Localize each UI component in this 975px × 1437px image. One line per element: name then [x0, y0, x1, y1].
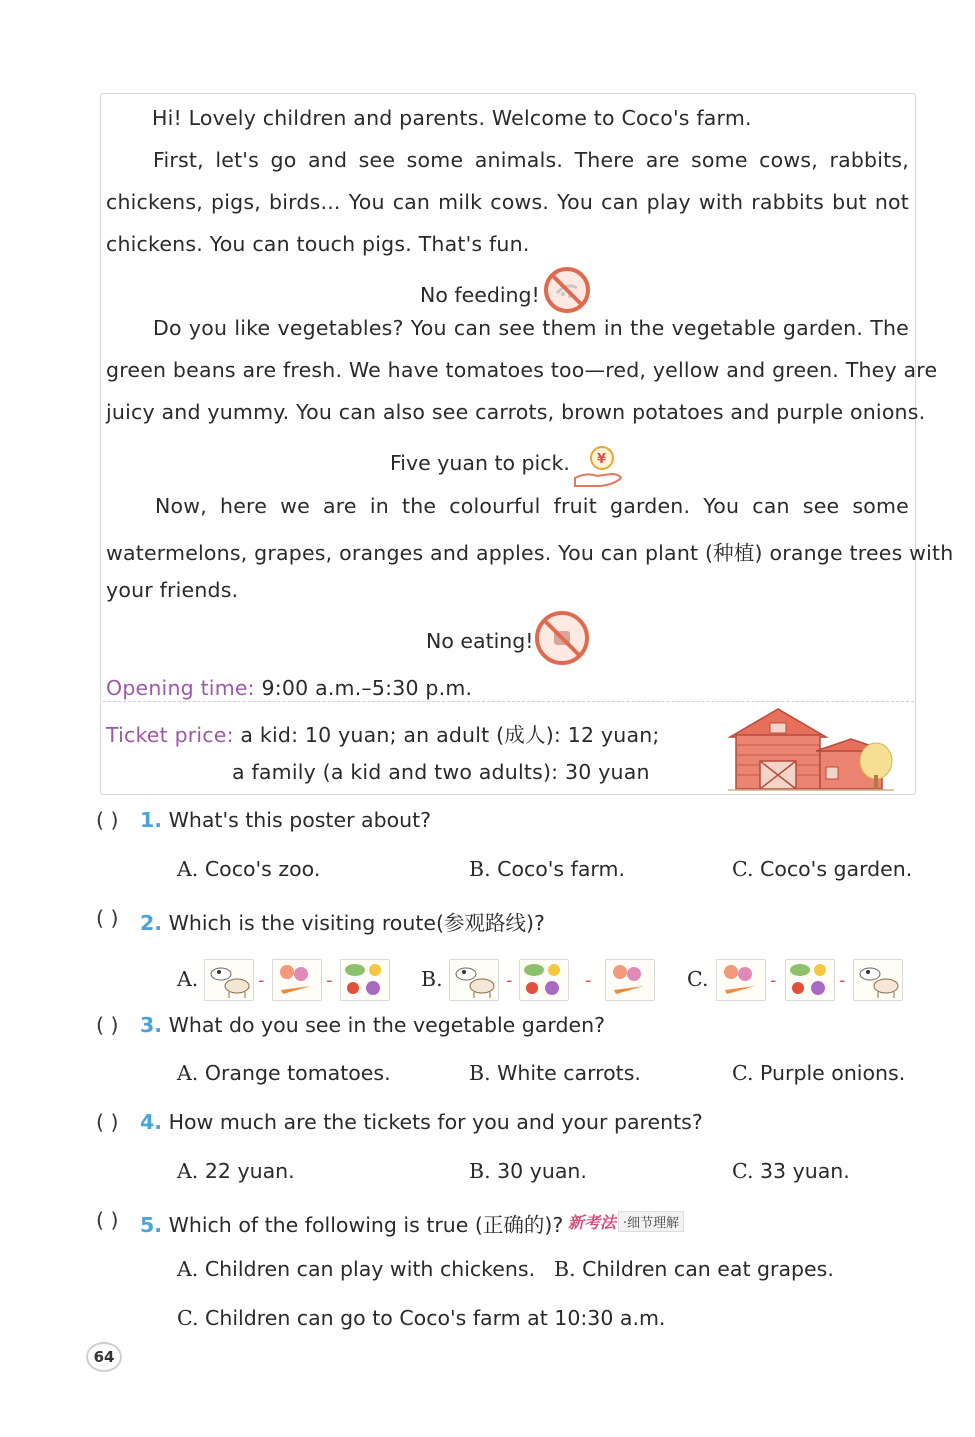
option-letter: B.: [554, 1257, 576, 1281]
svg-text:¥: ¥: [597, 452, 607, 467]
question-number: 1.: [140, 808, 163, 832]
question-text: Which of the following is true (正确的)?: [162, 1213, 564, 1237]
vegetables-image: [716, 959, 766, 1001]
option-letter: C.: [732, 1061, 754, 1085]
answer-blank[interactable]: ( ): [96, 1208, 119, 1232]
coin-hand-icon: [571, 444, 625, 490]
option-text: White carrots.: [497, 1061, 641, 1085]
option-a[interactable]: [177, 1061, 391, 1085]
badge-highlight: 新考法: [568, 1212, 617, 1232]
option-letter: C.: [687, 967, 709, 991]
poster-text: juicy and yummy. You can also see carrots, brown potatoes and purple onions.: [106, 400, 926, 424]
route-option-a[interactable]: [177, 967, 198, 991]
sign-no-eating: No eating!: [426, 629, 534, 653]
option-letter: A.: [177, 1257, 199, 1281]
option-b[interactable]: [469, 1159, 587, 1183]
option-text: 30 yuan.: [497, 1159, 587, 1183]
page-number: 64: [86, 1342, 122, 1372]
question-3: [140, 1013, 605, 1037]
question-1: [140, 808, 431, 832]
option-letter: C.: [732, 1159, 754, 1183]
route-separator: -: [839, 970, 846, 991]
option-letter: A.: [177, 857, 199, 881]
question-text: What's this poster about?: [162, 808, 432, 832]
vegetables-image: [605, 959, 655, 1001]
option-c[interactable]: [177, 1306, 665, 1330]
option-a[interactable]: [177, 1159, 295, 1183]
animals-image: [449, 959, 499, 1001]
question-text: Which is the visiting route(参观路线)?: [162, 911, 545, 935]
option-letter: C.: [177, 1306, 199, 1330]
option-letter: B.: [469, 1061, 491, 1085]
answer-blank[interactable]: ( ): [96, 906, 119, 930]
option-text: Children can play with chickens.: [204, 1257, 536, 1281]
route-option-b[interactable]: [421, 967, 443, 991]
poster-text: Do you like vegetables? You can see them in the vegetable garden. The: [153, 316, 909, 340]
option-letter: B.: [421, 967, 443, 991]
sign-five-yuan: Five yuan to pick.: [390, 451, 570, 475]
poster-text: your friends.: [106, 578, 239, 602]
option-text: Purple onions.: [760, 1061, 906, 1085]
barn-illustration: [726, 705, 896, 791]
option-letter: A.: [177, 967, 199, 991]
option-text: Coco's zoo.: [204, 857, 321, 881]
question-text: How much are the tickets for you and your parents?: [162, 1110, 703, 1134]
option-text: Coco's garden.: [760, 857, 913, 881]
route-separator: -: [770, 970, 777, 991]
fruits-image: [785, 959, 835, 1001]
option-letter: B.: [469, 857, 491, 881]
option-letter: B.: [469, 1159, 491, 1183]
fruits-image: [519, 959, 569, 1001]
option-b[interactable]: [469, 1061, 641, 1085]
divider: [103, 701, 914, 702]
question-2: [140, 906, 545, 936]
ticket-price-line1: a kid: 10 yuan; an adult (成人): 12 yuan;: [233, 723, 660, 747]
answer-blank[interactable]: ( ): [96, 1110, 119, 1134]
vegetables-image: [272, 959, 322, 1001]
opening-time: [106, 676, 472, 700]
route-separator: -: [506, 970, 513, 991]
poster-text: Now, here we are in the colourful fruit garden. You can see some: [155, 494, 909, 518]
option-a[interactable]: [177, 857, 320, 881]
option-letter: A.: [177, 1061, 199, 1085]
sign-no-feeding: No feeding!: [420, 283, 540, 307]
poster-text: Hi! Lovely children and parents. Welcome to Coco's farm.: [152, 106, 752, 130]
route-separator: -: [585, 970, 592, 991]
animals-image: [853, 959, 903, 1001]
route-option-c[interactable]: [687, 967, 708, 991]
answer-blank[interactable]: ( ): [96, 808, 119, 832]
poster-text: green beans are fresh. We have tomatoes too—red, yellow and green. They are: [106, 358, 938, 382]
route-separator: -: [326, 970, 333, 991]
question-number: 3.: [140, 1013, 163, 1037]
option-b[interactable]: [469, 857, 625, 881]
option-text: Children can go to Coco's farm at 10:30 a.m.: [205, 1306, 666, 1330]
ticket-price: [106, 718, 660, 748]
opening-time-value: 9:00 a.m.–5:30 p.m.: [254, 676, 473, 700]
option-text: Coco's farm.: [497, 857, 625, 881]
ticket-price-line2: a family (a kid and two adults): 30 yuan: [232, 760, 650, 784]
question-text: What do you see in the vegetable garden?: [162, 1013, 605, 1037]
question-4: [140, 1110, 703, 1134]
option-letter: C.: [732, 857, 754, 881]
question-5: [140, 1208, 563, 1238]
poster-text: watermelons, grapes, oranges and apples. You can plant (种植) orange trees with: [106, 541, 954, 565]
answer-blank[interactable]: ( ): [96, 1013, 119, 1037]
poster-text: chickens. You can touch pigs. That's fun.: [106, 232, 530, 256]
badge-sub: ·细节理解: [618, 1211, 684, 1232]
question-number: 4.: [140, 1110, 163, 1134]
option-b[interactable]: [554, 1257, 834, 1281]
option-c[interactable]: [732, 857, 912, 881]
fruits-image: [340, 959, 390, 1001]
option-a[interactable]: [177, 1257, 535, 1281]
option-text: 33 yuan.: [760, 1159, 850, 1183]
option-c[interactable]: [732, 1159, 850, 1183]
ticket-price-label: Ticket price:: [106, 723, 234, 747]
no-feeding-icon: [543, 266, 591, 314]
option-c[interactable]: [732, 1061, 905, 1085]
new-test-method-badge: [568, 1210, 684, 1232]
route-separator: -: [258, 970, 265, 991]
option-letter: A.: [177, 1159, 199, 1183]
question-number: 2.: [140, 911, 163, 935]
option-text: Children can eat grapes.: [582, 1257, 834, 1281]
animals-image: [204, 959, 254, 1001]
option-text: Orange tomatoes.: [204, 1061, 391, 1085]
question-number: 5.: [140, 1213, 163, 1237]
option-text: 22 yuan.: [204, 1159, 295, 1183]
poster-text: First, let's go and see some animals. There are some cows, rabbits,: [153, 148, 909, 172]
opening-time-label: Opening time:: [106, 676, 255, 700]
poster-text: chickens, pigs, birds... You can milk cows. You can play with rabbits but not: [106, 190, 909, 214]
no-eating-icon: [533, 609, 591, 667]
